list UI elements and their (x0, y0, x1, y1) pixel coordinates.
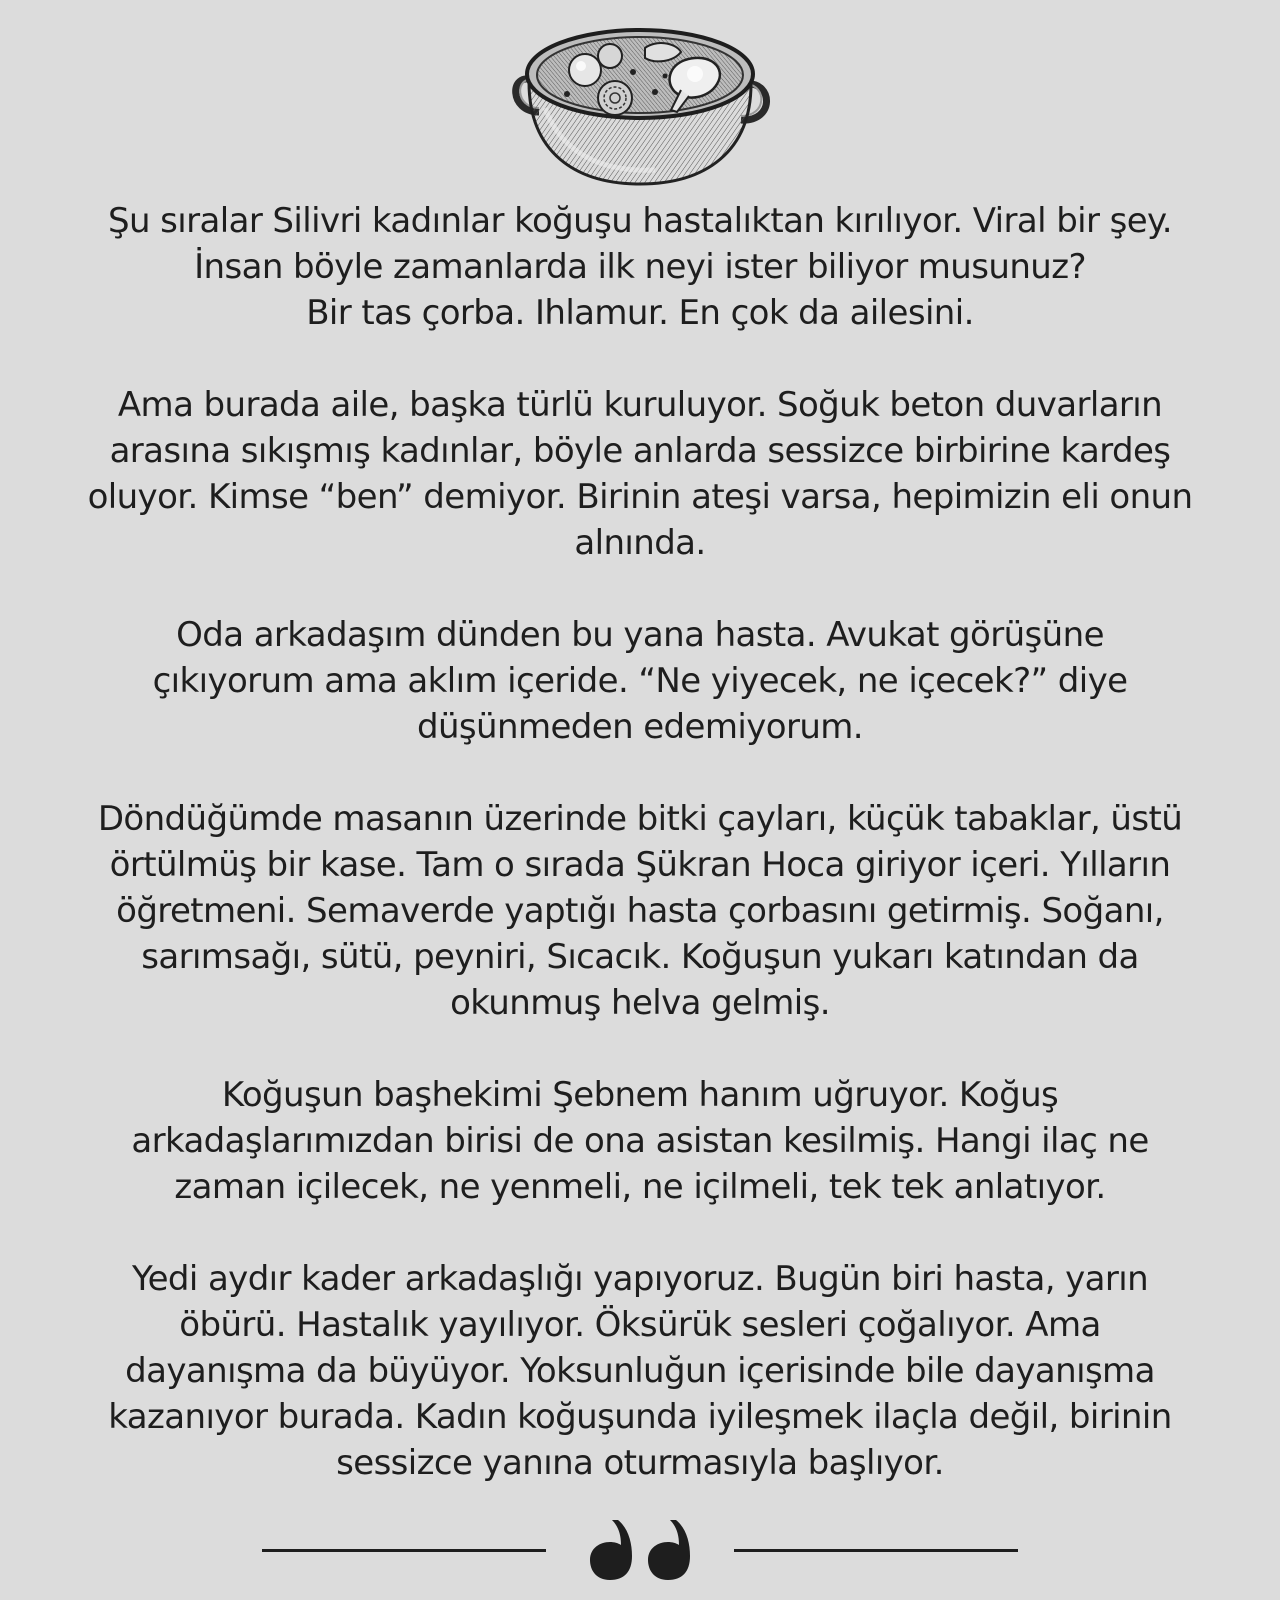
text-line: zaman içilecek, ne yenmeli, ne içilmeli, tek tek anlatıyor. (174, 1167, 1106, 1207)
soup-pot-illustration (505, 12, 775, 192)
divider-line-right (734, 1549, 1018, 1552)
text-line: öbürü. Hastalık yayılıyor. Öksürük sesleri çoğalıyor. Ama (179, 1305, 1101, 1345)
text-line: kazanıyor burada. Kadın koğuşunda iyileşmek ilaçla değil, birinin (108, 1397, 1172, 1437)
text-line: dayanışma da büyüyor. Yoksunluğun içerisinde bile dayanışma (125, 1351, 1155, 1391)
paragraph (40, 796, 1240, 1026)
letter-body (40, 198, 1240, 1532)
paragraph (40, 612, 1240, 750)
text-line: Koğuşun başhekimi Şebnem hanım uğruyor. Koğuş (221, 1075, 1059, 1115)
paragraph (40, 382, 1240, 566)
text-line: okunmuş helva gelmiş. (450, 983, 830, 1023)
text-line: arasına sıkışmış kadınlar, böyle anlarda sessizce birbirine kardeş (109, 431, 1171, 471)
text-line: öğretmeni. Semaverde yaptığı hasta çorbasını getirmiş. Soğanı, (116, 891, 1164, 931)
text-line: oluyor. Kimse “ben” demiyor. Birinin ateşi varsa, hepimizin eli onun (87, 477, 1193, 517)
text-line: Ama burada aile, başka türlü kuruluyor. Soğuk beton duvarların (117, 385, 1163, 425)
closing-quote-icon (588, 1518, 692, 1582)
soup-pot-icon (505, 12, 775, 192)
paragraph (40, 198, 1240, 336)
text-line: Döndüğümde masanın üzerinde bitki çayları, küçük tabaklar, üstü (97, 799, 1183, 839)
text-line: çıkıyorum ama aklım içeride. “Ne yiyecek, ne içecek?” diye (152, 661, 1128, 701)
text-line: sessizce yanına oturmasıyla başlıyor. (336, 1443, 944, 1483)
paragraph (40, 1256, 1240, 1486)
divider-line-left (262, 1549, 546, 1552)
text-line: Bir tas çorba. Ihlamur. En çok da ailesini. (306, 293, 974, 333)
paragraph (40, 1072, 1240, 1210)
text-line: örtülmüş bir kase. Tam o sırada Şükran Hoca giriyor içeri. Yılların (109, 845, 1171, 885)
text-line: Yedi aydır kader arkadaşlığı yapıyoruz. Bugün biri hasta, yarın (131, 1259, 1149, 1299)
text-line: İnsan böyle zamanlarda ilk neyi ister biliyor musunuz? (194, 247, 1086, 287)
text-line: alnında. (574, 523, 706, 563)
text-line: Şu sıralar Silivri kadınlar koğuşu hastalıktan kırılıyor. Viral bir şey. (108, 201, 1172, 241)
text-line: sarımsağı, sütü, peyniri, Sıcacık. Koğuşun yukarı katından da (141, 937, 1139, 977)
text-line: Oda arkadaşım dünden bu yana hasta. Avukat görüşüne (176, 615, 1104, 655)
footer-ornament (0, 1514, 1280, 1584)
text-line: arkadaşlarımızdan birisi de ona asistan kesilmiş. Hangi ilaç ne (131, 1121, 1149, 1161)
text-line: düşünmeden edemiyorum. (417, 707, 863, 747)
